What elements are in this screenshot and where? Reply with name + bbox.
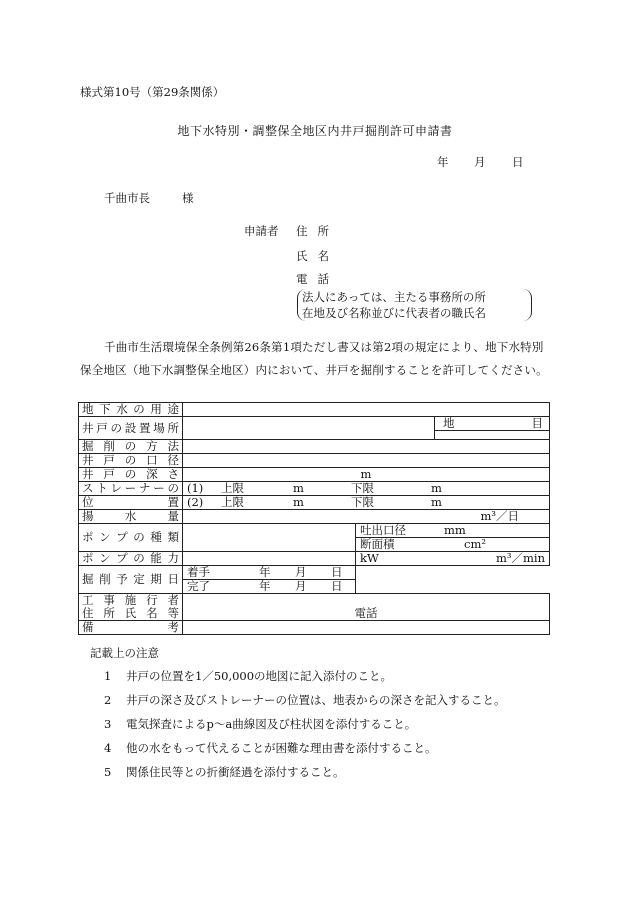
pumping-field[interactable]: [183, 510, 550, 524]
strainer-field-2[interactable]: [183, 496, 550, 510]
label-char: の: [133, 551, 145, 565]
note-5: [104, 764, 345, 780]
label-char: 者: [167, 593, 179, 607]
label-char: 井: [82, 467, 94, 481]
note-2-num: 2: [104, 693, 112, 707]
method-field[interactable]: [183, 440, 550, 454]
label-char: ポ: [82, 530, 94, 544]
label-char: 途: [167, 402, 179, 416]
note-3: [104, 716, 416, 732]
label-char: 名: [146, 606, 158, 620]
label-char: 能: [150, 551, 162, 565]
outlet-unit: mm: [444, 523, 466, 537]
strainer-2-lower-label: 下限: [351, 495, 374, 509]
remarks-field[interactable]: [183, 621, 550, 635]
label-char: 氏: [124, 606, 137, 620]
row-use: [79, 403, 550, 417]
row-remarks: [79, 621, 550, 635]
label-char: 径: [167, 453, 179, 467]
applicant-label: 申請者: [244, 224, 279, 238]
label-char: の: [124, 467, 137, 481]
label-char: 行: [146, 593, 158, 607]
finish-day: 日: [331, 579, 343, 593]
strainer-2-num: (2): [187, 495, 204, 509]
note-1-text: 井戸の位置を1／50,000の地図に記入添付のこと。: [126, 669, 393, 683]
land-category-field[interactable]: [434, 417, 549, 431]
corporation-note-line2: 在地及び名称並びに代表者の職氏名: [302, 306, 486, 320]
label-char: 置: [139, 420, 151, 435]
label-char: ン: [99, 551, 111, 565]
strainer-label-1: [82, 482, 179, 495]
note-5-num: 5: [104, 765, 112, 779]
label-char: 種: [150, 530, 162, 544]
pumping-label: [82, 510, 179, 523]
strainer-field-1[interactable]: [183, 482, 550, 496]
label-char: プ: [116, 530, 128, 544]
contractor-field[interactable]: [183, 594, 550, 621]
label-char: の: [167, 481, 179, 495]
schedule-label: [82, 573, 179, 586]
depth-unit: m: [360, 467, 372, 481]
label-char: ー: [124, 481, 137, 495]
note-1: [104, 668, 392, 684]
depth-label: [82, 468, 179, 481]
corporation-note: [297, 289, 532, 321]
land-moku-label: 目: [531, 416, 543, 430]
label-char: 井: [82, 420, 94, 435]
label-char: 住: [82, 606, 94, 620]
label-char: 井: [82, 453, 94, 467]
start-month: 月: [295, 565, 307, 579]
label-char: 設: [124, 420, 137, 435]
area-unit: cm²: [464, 537, 486, 551]
label-char: 法: [167, 439, 179, 453]
date-year-label: 年: [437, 155, 449, 169]
start-day: 日: [331, 565, 343, 579]
area-label: 断面積: [360, 537, 395, 551]
location-field[interactable]: [183, 417, 435, 440]
contractor-label-2: [82, 607, 179, 620]
label-char: 量: [167, 509, 179, 523]
flow-unit: m³／min: [495, 551, 545, 565]
request-body: 千曲市生活環境保全条例第26条第1項ただし書又は第2項の規定により、地下水特別保全地区（地下水調整保全地区）内において、井戸を掘削することを許可してください。: [80, 340, 548, 377]
application-table: [78, 402, 550, 635]
note-4-num: 4: [104, 741, 112, 755]
strainer-2-upper-unit: m: [293, 495, 304, 509]
label-char: の: [110, 420, 122, 435]
strainer-1-num: (1): [187, 481, 204, 495]
label-char: 所: [167, 420, 179, 435]
note-3-text: 電気探査によるp～a曲線図及び柱状図を添付すること。: [126, 717, 417, 731]
label-char: 定: [133, 572, 145, 586]
label-char: 所: [103, 606, 115, 620]
row-strainer-1: [79, 482, 550, 496]
name-label: 氏名: [296, 249, 339, 263]
label-char: 事: [103, 593, 115, 607]
start-date-field[interactable]: [183, 566, 356, 580]
remarks-label: [82, 621, 179, 634]
label-char: ナ: [139, 481, 151, 495]
label-char: 施: [124, 593, 137, 607]
label-char: 水: [116, 402, 128, 416]
note-2-text: 井戸の深さ及びストレーナーの位置は、地表からの深さを記入すること。: [126, 693, 506, 707]
phone-label: 電話: [296, 272, 339, 286]
pump-capacity-units[interactable]: [356, 552, 550, 566]
finish-date-field[interactable]: [183, 580, 356, 594]
location-label: [82, 422, 179, 435]
label-char: 等: [167, 606, 179, 620]
label-char: 置: [167, 495, 179, 509]
label-char: 戸: [96, 420, 108, 435]
addressee-honorific: 様: [182, 191, 194, 205]
label-char: 日: [167, 572, 179, 586]
label-char: ス: [82, 481, 94, 495]
label-char: の: [124, 453, 137, 467]
label-char: 戸: [103, 467, 115, 481]
label-char: 深: [146, 467, 158, 481]
label-char: 工: [82, 593, 94, 607]
strainer-1-lower-unit: m: [431, 481, 442, 495]
date-day-label: 日: [512, 155, 524, 169]
label-char: 位: [82, 495, 94, 509]
label-char: レ: [110, 481, 122, 495]
land-chi-label: 地: [443, 416, 455, 430]
note-4-text: 他の水をもって代えることが困難な理由書を添付すること。: [126, 741, 437, 755]
label-char: 場: [153, 420, 165, 435]
page-title: 地下水特別・調整保全地区内井戸掘削許可申請書: [177, 124, 453, 138]
kw-unit: kW: [360, 551, 379, 565]
strainer-2-lower-unit: m: [431, 495, 442, 509]
depth-field[interactable]: [183, 468, 550, 482]
row-schedule-start: [79, 566, 550, 580]
label-char: 揚: [82, 509, 94, 523]
row-strainer-2: [79, 496, 550, 510]
label-char: ー: [153, 481, 165, 495]
use-field[interactable]: [183, 403, 550, 417]
corporation-note-line1: 法人にあっては、主たる事務所の所: [302, 290, 486, 304]
date-month-label: 月: [474, 155, 486, 169]
label-char: の: [124, 439, 137, 453]
label-char: さ: [167, 467, 179, 481]
diameter-label: [82, 454, 179, 467]
notes-heading: 記載上の注意: [90, 646, 159, 660]
finish-year: 年: [259, 579, 271, 593]
row-location: [79, 417, 550, 440]
strainer-1-lower-label: 下限: [351, 481, 374, 495]
form-number: 様式第10号（第29条関係）: [80, 85, 225, 99]
label-char: プ: [116, 551, 128, 565]
start-label: 着手: [187, 565, 210, 579]
row-contractor: [79, 594, 550, 621]
use-label: [82, 403, 179, 416]
row-pumping: [79, 510, 550, 524]
label-char: 水: [124, 509, 137, 523]
row-depth: [79, 468, 550, 482]
finish-month: 月: [295, 579, 307, 593]
strainer-1-upper-label: 上限: [221, 481, 244, 495]
label-char: ン: [99, 530, 111, 544]
contractor-phone-label: 電話: [354, 606, 378, 620]
label-char: 期: [150, 572, 162, 586]
pump-type-field[interactable]: [183, 524, 356, 552]
label-char: 予: [116, 572, 128, 586]
schedule-blank: [356, 566, 550, 594]
label-char: 方: [146, 439, 158, 453]
outlet-label: 吐出口径: [360, 523, 406, 537]
strainer-label-2: [82, 496, 179, 509]
label-char: 地: [82, 402, 94, 416]
label-char: 口: [146, 453, 158, 467]
label-char: ポ: [82, 551, 94, 565]
label-char: ト: [96, 481, 108, 495]
label-char: 削: [99, 572, 111, 586]
label-char: 考: [167, 620, 179, 634]
label-char: 掘: [82, 439, 94, 453]
note-4: [104, 740, 437, 756]
label-char: 備: [82, 620, 94, 634]
row-method: [79, 440, 550, 454]
method-label: [82, 440, 179, 453]
label-char: 力: [167, 551, 179, 565]
note-5-text: 関係住民等との折衝経過を添付すること。: [126, 765, 345, 779]
row-diameter: [79, 454, 550, 468]
label-char: 掘: [82, 572, 94, 586]
note-3-num: 3: [104, 717, 112, 731]
label-char: 類: [167, 530, 179, 544]
area-field[interactable]: [356, 538, 550, 552]
outlet-field[interactable]: [356, 524, 550, 538]
strainer-1-upper-unit: m: [293, 481, 304, 495]
start-year: 年: [259, 565, 271, 579]
diameter-field[interactable]: [183, 454, 550, 468]
label-char: の: [133, 530, 145, 544]
label-char: の: [133, 402, 145, 416]
row-pump-type: [79, 524, 550, 538]
strainer-2-upper-label: 上限: [221, 495, 244, 509]
label-char: 削: [103, 439, 115, 453]
label-char: 戸: [103, 453, 115, 467]
pump-capacity-label: [82, 552, 179, 565]
pumping-unit: m³／日: [480, 509, 519, 523]
pump-capacity-field[interactable]: [183, 552, 356, 566]
note-1-num: 1: [104, 669, 112, 683]
finish-label: 完了: [187, 579, 210, 593]
label-char: 用: [150, 402, 162, 416]
row-pump-capacity: [79, 552, 550, 566]
pump-type-label: [82, 531, 179, 544]
address-label: 住所: [296, 224, 339, 238]
addressee-name: 千曲市長: [104, 191, 150, 205]
note-2: [104, 692, 506, 708]
label-char: 下: [99, 402, 111, 416]
